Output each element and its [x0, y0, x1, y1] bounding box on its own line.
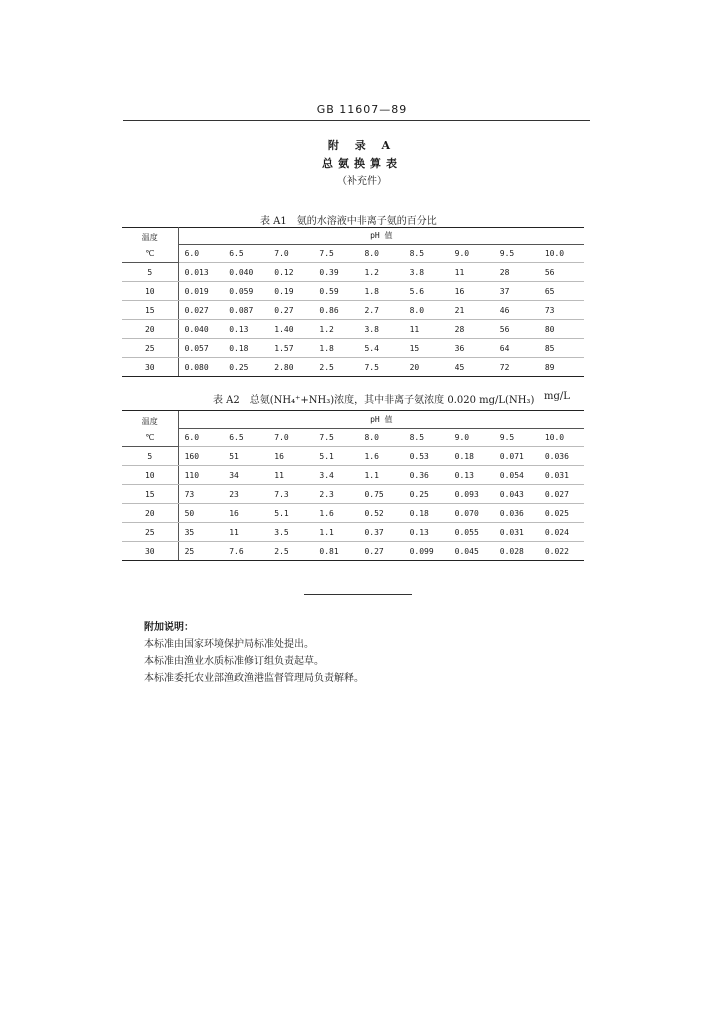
value-cell: 2.7 [358, 301, 403, 320]
value-cell: 0.39 [313, 263, 358, 282]
temperature-header [122, 227, 178, 263]
ph-value-header: 7.5 [313, 429, 358, 447]
ph-value-header: 8.0 [358, 245, 403, 263]
value-cell: 56 [494, 320, 539, 339]
notes-line: 本标准委托农业部渔政渔港监督管理局负责解释。 [144, 673, 364, 684]
value-cell: 7.3 [268, 485, 313, 504]
notes-line: 本标准由国家环境保护局标准处提出。 [144, 639, 314, 650]
value-cell: 0.036 [494, 504, 539, 523]
value-cell: 46 [494, 301, 539, 320]
value-cell: 1.6 [313, 504, 358, 523]
ph-value-header: 6.0 [178, 429, 223, 447]
ph-value-header: 10.0 [539, 245, 584, 263]
temperature-label: 温度 [141, 416, 158, 426]
value-cell: 23 [223, 485, 268, 504]
value-cell: 0.093 [449, 485, 494, 504]
value-cell: 28 [494, 263, 539, 282]
value-cell: 0.13 [449, 466, 494, 485]
value-cell: 0.13 [404, 523, 449, 542]
value-cell: 0.81 [313, 542, 358, 561]
value-cell: 0.18 [223, 339, 268, 358]
value-cell: 0.27 [358, 542, 403, 561]
ph-value-header: 7.5 [313, 245, 358, 263]
table-row [122, 320, 584, 339]
value-cell: 0.86 [313, 301, 358, 320]
end-rule [304, 594, 412, 595]
value-cell: 1.8 [313, 339, 358, 358]
value-cell: 0.59 [313, 282, 358, 301]
value-cell: 0.040 [178, 320, 223, 339]
value-cell: 0.18 [404, 504, 449, 523]
value-cell: 160 [178, 447, 223, 466]
temperature-header [122, 411, 178, 447]
ph-value-header: 8.0 [358, 429, 403, 447]
temperature-cell: 5 [122, 263, 178, 282]
value-cell: 2.5 [268, 542, 313, 561]
value-cell: 0.022 [539, 542, 584, 561]
table-a1 [122, 227, 584, 377]
value-cell: 0.071 [494, 447, 539, 466]
value-cell: 0.059 [223, 282, 268, 301]
value-cell: 0.070 [449, 504, 494, 523]
value-cell: 0.37 [358, 523, 403, 542]
value-cell: 1.8 [358, 282, 403, 301]
value-cell: 0.27 [268, 301, 313, 320]
additional-notes [144, 619, 364, 687]
value-cell: 16 [268, 447, 313, 466]
table-row [122, 523, 584, 542]
value-cell: 34 [223, 466, 268, 485]
value-cell: 0.013 [178, 263, 223, 282]
value-cell: 0.087 [223, 301, 268, 320]
notes-title: 附加说明： [144, 622, 194, 633]
appendix-note: （补充件） [337, 176, 387, 187]
ph-value-header: 6.5 [223, 245, 268, 263]
temperature-cell: 15 [122, 301, 178, 320]
value-cell: 56 [539, 263, 584, 282]
ph-value-header: 8.5 [404, 245, 449, 263]
temperature-cell: 30 [122, 358, 178, 377]
value-cell: 11 [404, 320, 449, 339]
table-row [122, 504, 584, 523]
ph-value-header: 6.5 [223, 429, 268, 447]
value-cell: 11 [449, 263, 494, 282]
temperature-cell: 10 [122, 282, 178, 301]
value-cell: 0.043 [494, 485, 539, 504]
ph-value-header: 9.5 [494, 429, 539, 447]
value-cell: 3.4 [313, 466, 358, 485]
value-cell: 5.6 [404, 282, 449, 301]
value-cell: 35 [178, 523, 223, 542]
table-a2-caption: 表 A2 总氨(NH₄⁺+NH₃)浓度，其中非离子氨浓度 0.020 mg/L(NH₃) [213, 395, 535, 406]
value-cell: 5.4 [358, 339, 403, 358]
temperature-unit: ℃ [145, 432, 155, 442]
value-cell: 0.13 [223, 320, 268, 339]
value-cell: 0.031 [539, 466, 584, 485]
value-cell: 16 [223, 504, 268, 523]
table-row [122, 447, 584, 466]
value-cell: 0.024 [539, 523, 584, 542]
value-cell: 11 [223, 523, 268, 542]
table-a1-caption: 表 A1 氨的水溶液中非离子氨的百分比 [260, 216, 437, 227]
value-cell: 21 [449, 301, 494, 320]
ph-value-header: 7.0 [268, 429, 313, 447]
notes-line: 本标准由渔业水质标准修订组负责起草。 [144, 656, 324, 667]
value-cell: 0.027 [539, 485, 584, 504]
value-cell: 89 [539, 358, 584, 377]
value-cell: 37 [494, 282, 539, 301]
table-a2-unit: mg/L [544, 391, 570, 402]
table-row [122, 485, 584, 504]
value-cell: 0.53 [404, 447, 449, 466]
value-cell: 3.8 [404, 263, 449, 282]
temperature-cell: 30 [122, 542, 178, 561]
value-cell: 0.045 [449, 542, 494, 561]
value-cell: 0.099 [404, 542, 449, 561]
temperature-label: 温度 [141, 232, 158, 242]
value-cell: 0.12 [268, 263, 313, 282]
appendix-label: 附 录 A [327, 139, 397, 152]
table-row [122, 282, 584, 301]
value-cell: 110 [178, 466, 223, 485]
value-cell: 50 [178, 504, 223, 523]
ph-value-header: 7.0 [268, 245, 313, 263]
value-cell: 85 [539, 339, 584, 358]
value-cell: 28 [449, 320, 494, 339]
value-cell: 0.057 [178, 339, 223, 358]
value-cell: 45 [449, 358, 494, 377]
value-cell: 1.6 [358, 447, 403, 466]
table-row [122, 339, 584, 358]
temperature-cell: 25 [122, 523, 178, 542]
ph-value-header: 9.0 [449, 429, 494, 447]
value-cell: 0.25 [223, 358, 268, 377]
value-cell: 72 [494, 358, 539, 377]
value-cell: 5.1 [268, 504, 313, 523]
ph-value-header: 6.0 [178, 245, 223, 263]
value-cell: 0.18 [449, 447, 494, 466]
value-cell: 0.040 [223, 263, 268, 282]
temperature-unit: ℃ [145, 248, 155, 258]
value-cell: 0.75 [358, 485, 403, 504]
temperature-cell: 5 [122, 447, 178, 466]
value-cell: 0.031 [494, 523, 539, 542]
ph-value-header: 9.0 [449, 245, 494, 263]
value-cell: 16 [449, 282, 494, 301]
ph-value-header: 8.5 [404, 429, 449, 447]
value-cell: 0.036 [539, 447, 584, 466]
value-cell: 3.5 [268, 523, 313, 542]
temperature-cell: 25 [122, 339, 178, 358]
table-a2 [122, 411, 584, 561]
table-row [122, 466, 584, 485]
header-rule [123, 120, 590, 121]
temperature-cell: 10 [122, 466, 178, 485]
value-cell: 64 [494, 339, 539, 358]
value-cell: 7.6 [223, 542, 268, 561]
value-cell: 80 [539, 320, 584, 339]
value-cell: 0.025 [539, 504, 584, 523]
value-cell: 5.1 [313, 447, 358, 466]
value-cell: 1.1 [358, 466, 403, 485]
value-cell: 3.8 [358, 320, 403, 339]
table-row [122, 358, 584, 377]
temperature-cell: 20 [122, 504, 178, 523]
value-cell: 1.57 [268, 339, 313, 358]
value-cell: 0.054 [494, 466, 539, 485]
value-cell: 65 [539, 282, 584, 301]
value-cell: 15 [404, 339, 449, 358]
value-cell: 2.3 [313, 485, 358, 504]
value-cell: 73 [539, 301, 584, 320]
value-cell: 25 [178, 542, 223, 561]
value-cell: 51 [223, 447, 268, 466]
value-cell: 0.080 [178, 358, 223, 377]
value-cell: 0.028 [494, 542, 539, 561]
value-cell: 0.25 [404, 485, 449, 504]
table-row [122, 263, 584, 282]
value-cell: 2.80 [268, 358, 313, 377]
ph-value-header: 10.0 [539, 429, 584, 447]
value-cell: 0.36 [404, 466, 449, 485]
value-cell: 36 [449, 339, 494, 358]
ph-header: pH 值 [178, 411, 584, 429]
value-cell: 0.019 [178, 282, 223, 301]
value-cell: 0.52 [358, 504, 403, 523]
value-cell: 1.1 [313, 523, 358, 542]
value-cell: 11 [268, 466, 313, 485]
value-cell: 1.2 [358, 263, 403, 282]
appendix-title: 总氨换算表 [322, 157, 402, 170]
temperature-cell: 20 [122, 320, 178, 339]
value-cell: 7.5 [358, 358, 403, 377]
value-cell: 8.0 [404, 301, 449, 320]
value-cell: 1.40 [268, 320, 313, 339]
table-row [122, 301, 584, 320]
value-cell: 73 [178, 485, 223, 504]
value-cell: 1.2 [313, 320, 358, 339]
value-cell: 20 [404, 358, 449, 377]
document-code: GB 11607—89 [316, 103, 408, 116]
table-row [122, 542, 584, 561]
ph-value-header: 9.5 [494, 245, 539, 263]
value-cell: 2.5 [313, 358, 358, 377]
ph-header: pH 值 [178, 227, 584, 245]
value-cell: 0.19 [268, 282, 313, 301]
temperature-cell: 15 [122, 485, 178, 504]
value-cell: 0.027 [178, 301, 223, 320]
value-cell: 0.055 [449, 523, 494, 542]
